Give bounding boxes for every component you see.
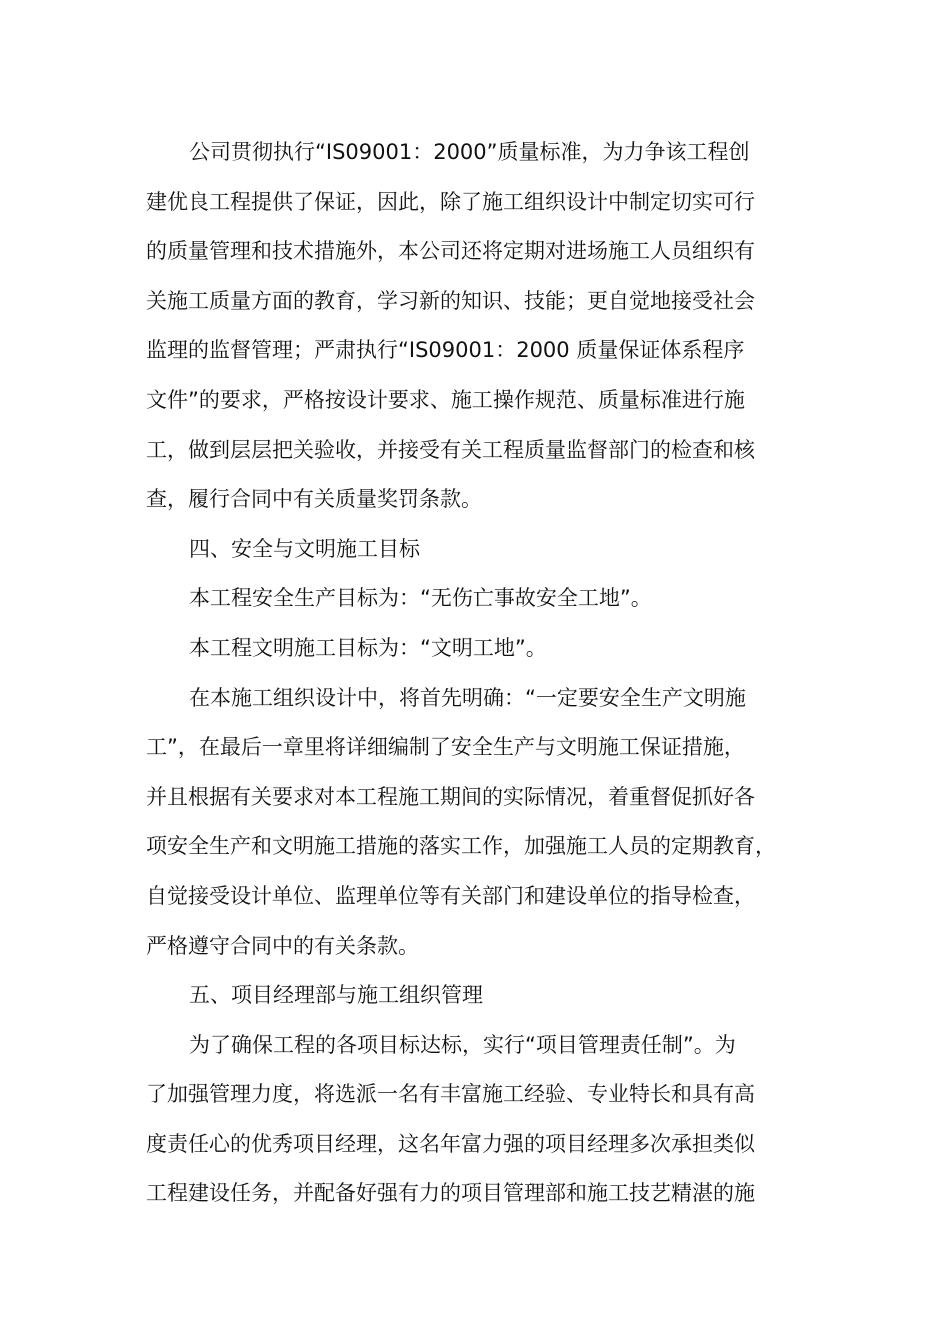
text-line: 并且根据有关要求对本工程施工期间的实际情况，着重督促抓好各 bbox=[146, 784, 755, 809]
text-line: 关施工质量方面的教育，学习新的知识、技能；更自觉地接受社会 bbox=[146, 288, 755, 313]
document-body bbox=[146, 128, 816, 1219]
text-line: 本工程安全生产目标为：“无伤亡事故安全工地”。 bbox=[189, 586, 652, 611]
text-line: 查，履行合同中有关质量奖罚条款。 bbox=[146, 487, 482, 512]
text-line: 工”，在最后一章里将详细编制了安全生产与文明施工保证措施， bbox=[146, 735, 745, 760]
text-line: 监理的监督管理；严肃执行“IS09001：2000 质量保证体系程序 bbox=[146, 338, 745, 363]
text-line: 为了确保工程的各项目标达标，实行“项目管理责任制”。为 bbox=[189, 1032, 736, 1057]
text-line: 度责任心的优秀项目经理，这名年富力强的项目经理多次承担类似 bbox=[146, 1131, 755, 1156]
text-line: 自觉接受设计单位、监理单位等有关部门和建设单位的指导检查， bbox=[146, 883, 755, 908]
text-line: 工，做到层层把关验收，并接受有关工程质量监督部门的检查和核 bbox=[146, 437, 755, 462]
text-line: 本工程文明施工目标为：“文明工地”。 bbox=[189, 635, 547, 660]
text-line: 建优良工程提供了保证，因此，除了施工组织设计中制定切实可行 bbox=[146, 189, 755, 214]
text-line: 在本施工组织设计中，将首先明确：“一定要安全生产文明施 bbox=[189, 685, 746, 710]
section-heading-5: 五、项目经理部与施工组织管理 bbox=[189, 983, 483, 1008]
text-line: 严格遵守合同中的有关条款。 bbox=[146, 933, 419, 958]
text-line: 公司贯彻执行“IS09001：2000”质量标准，为力争该工程创 bbox=[189, 140, 750, 164]
text-line: 了加强管理力度，将选派一名有丰富施工经验、专业特长和具有高 bbox=[146, 1082, 755, 1107]
text-line: 文件”的要求，严格按设计要求、施工操作规范、质量标准进行施 bbox=[146, 387, 745, 412]
text-line: 项安全生产和文明施工措施的落实工作，加强施工人员的定期教育， bbox=[146, 834, 776, 859]
text-line: 工程建设任务，并配备好强有力的项目管理部和施工技艺精湛的施 bbox=[146, 1181, 755, 1206]
section-heading-4: 四、安全与文明施工目标 bbox=[189, 536, 420, 561]
text-line: 的质量管理和技术措施外，本公司还将定期对进场施工人员组织有 bbox=[146, 239, 755, 264]
